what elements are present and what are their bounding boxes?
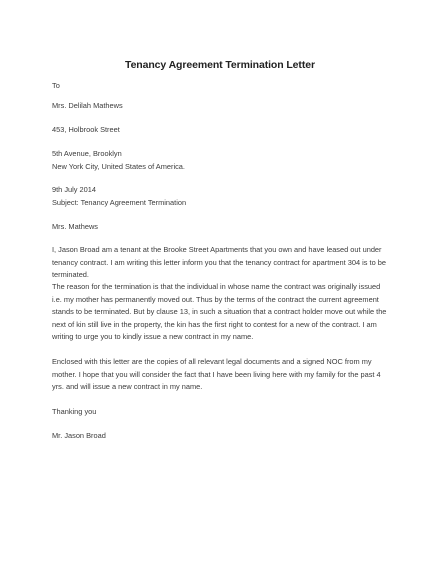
address-line-3: New York City, United States of America. [52, 162, 185, 171]
closing: Thanking you [52, 407, 97, 416]
to-label: To [52, 81, 60, 90]
body-paragraph-3: Enclosed with this letter are the copies of all relevant legal documents and a signed NOC from my mother. I hope that you will consider the fact that I have been living here with my family for the past 4 yrs. and will issue a new contract in my name. [52, 357, 381, 392]
letter-title: Tenancy Agreement Termination Letter [125, 59, 315, 71]
recipient-name: Mrs. Delilah Mathews [52, 101, 123, 110]
address-line-2: 5th Avenue, Brooklyn [52, 149, 122, 158]
salutation: Mrs. Mathews [52, 222, 98, 231]
body-paragraph-2: The reason for the termination is that the individual in whose name the contract was originally issued i.e. my mother has permanently moved out. Thus by the terms of the contract the current agreement stands to be terminated. But by clause 13, in such a situation that a contract holder move out while the next of kin still live in the property, the kin has the first right to contest for a new of the contract. I am writing to urge you to kindly issue a new contract in my name. [52, 282, 387, 342]
signature-name: Mr. Jason Broad [52, 431, 106, 440]
letter-subject: Subject: Tenancy Agreement Termination [52, 198, 187, 207]
address-line-1: 453, Holbrook Street [52, 125, 120, 134]
body-paragraph-1: I, Jason Broad am a tenant at the Brooke Street Apartments that you own and have leased out under tenancy contract. I am writing this letter inform you that the tenancy contract for apartment 304 is to be terminated. [52, 245, 386, 280]
letter-date: 9th July 2014 [52, 185, 96, 194]
